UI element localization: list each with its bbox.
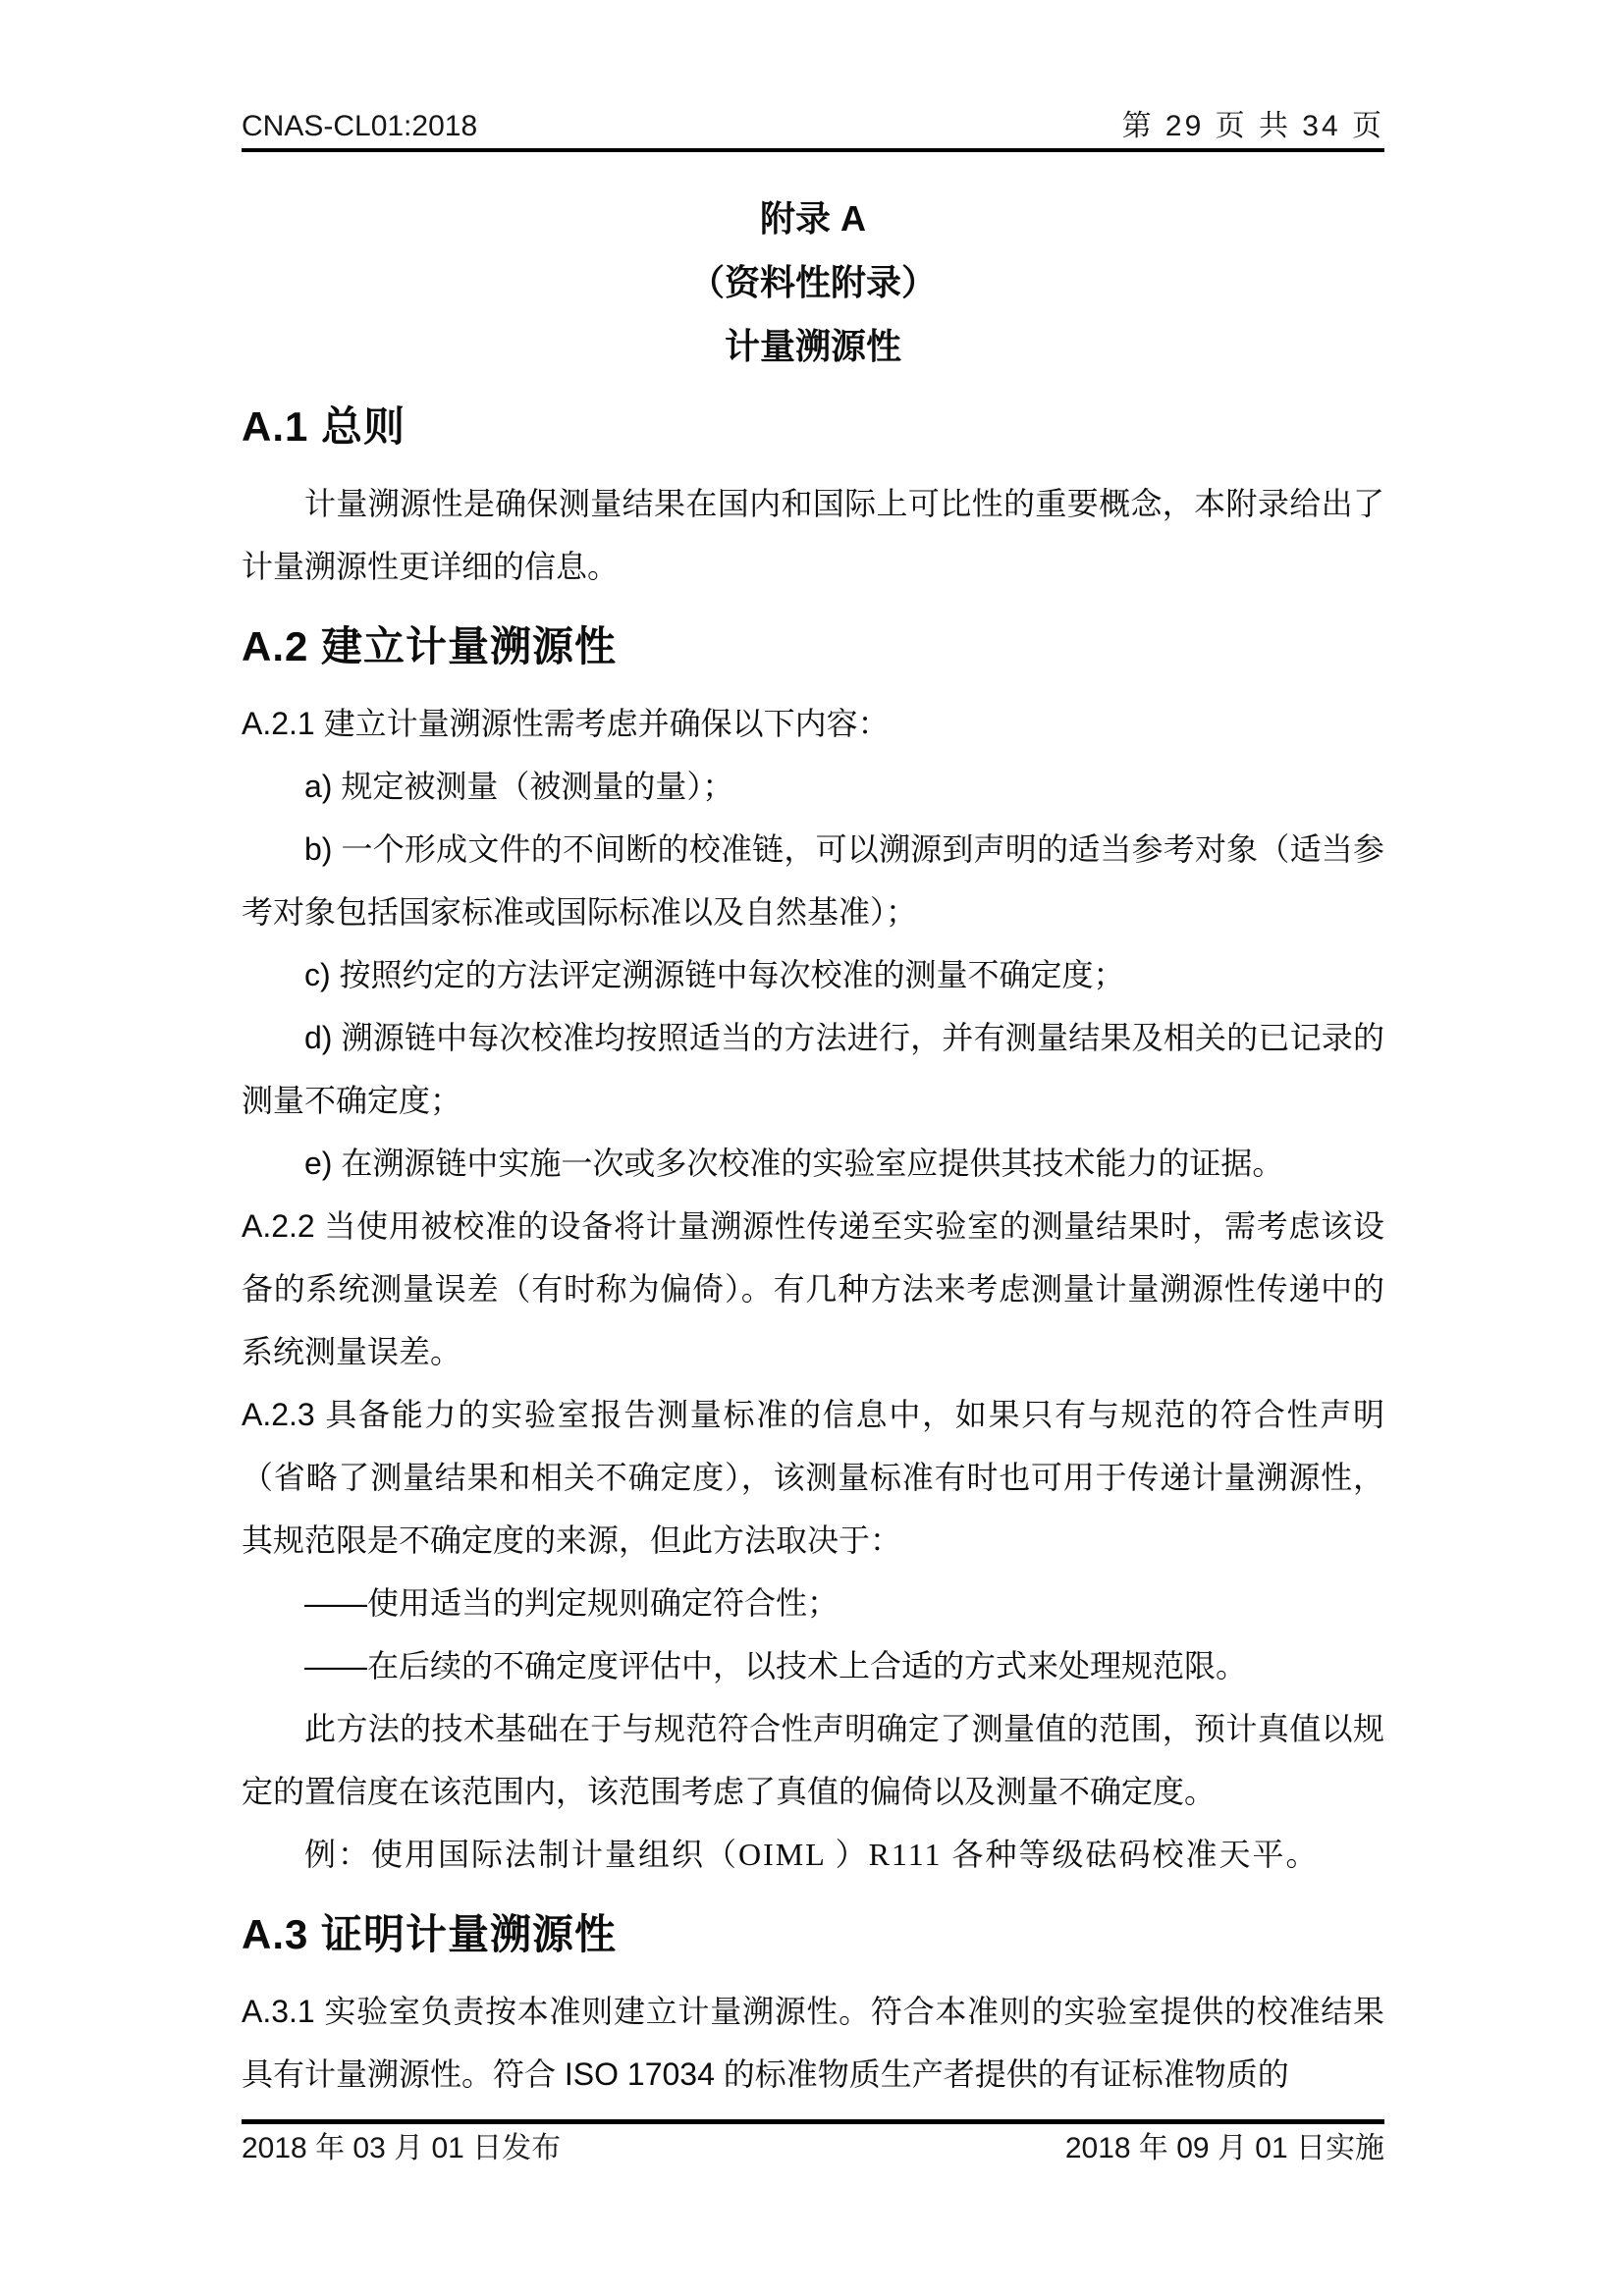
appendix-label: 附录 A bbox=[759, 198, 866, 239]
condition-dash-2: ——在后续的不确定度评估中，以技术上合适的方式来处理规范限。 bbox=[304, 1648, 1248, 1683]
clause-a21-intro: A.2.1 建立计量溯源性需考虑并确保以下内容： bbox=[242, 706, 890, 741]
header-divider bbox=[242, 148, 1384, 152]
list-item-a: a) 规定被测量（被测量的量）； bbox=[304, 769, 734, 804]
list-item-d: d) 溯源链中每次校准均按照适当的方法进行，并有测量结果及相关的已记录的测量不确定度； bbox=[242, 1020, 1384, 1118]
section-a1-paragraph: 计量溯源性是确保测量结果在国内和国际上可比性的重要概念，本附录给出了计量溯源性更详细的信息。 bbox=[242, 486, 1384, 584]
footer-divider bbox=[242, 2119, 1384, 2124]
clause-a31: A.3.1 实验室负责按本准则建立计量溯源性。符合本准则的实验室提供的校准结果具有计量溯源性。符合 ISO 17034 的标准物质生产者提供的有证标准物质的 bbox=[242, 1994, 1384, 2092]
page-header bbox=[242, 110, 1384, 143]
section-a2-heading: A.2 建立计量溯源性 bbox=[242, 623, 618, 669]
list-item-b: b) 一个形成文件的不间断的校准链，可以溯源到声明的适当参考对象（适当参考对象包括国家标准或国际标准以及自然基准）； bbox=[242, 831, 1384, 930]
header-doc-number: CNAS-CL01:2018 bbox=[242, 110, 478, 142]
page-footer bbox=[242, 2132, 1384, 2165]
clause-a23: A.2.3 具备能力的实验室报告测量标准的信息中，如果只有与规范的符合性声明（省略了测量结果和相关不确定度），该测量标准有时也可用于传递计量溯源性，其规范限是不确定度的来源，但此方法取决于： bbox=[242, 1397, 1384, 1558]
section-a3-heading: A.3 证明计量溯源性 bbox=[242, 1911, 618, 1957]
footer-release-date: 2018 年 03 月 01 日发布 bbox=[242, 2132, 562, 2164]
footer-implement-date: 2018 年 09 月 01 日实施 bbox=[1064, 2132, 1384, 2164]
appendix-title: 计量溯源性 bbox=[724, 326, 901, 366]
condition-dash-1: ——使用适当的判定规则确定符合性； bbox=[304, 1585, 839, 1621]
document-body bbox=[242, 187, 1384, 2106]
method-basis-paragraph: 此方法的技术基础在于与规范符合性声明确定了测量值的范围，预计真值以规定的置信度在该范围内，该范围考虑了真值的偏倚以及测量不确定度。 bbox=[242, 1711, 1384, 1809]
list-item-e: e) 在溯源链中实施一次或多次校准的实验室应提供其技术能力的证据。 bbox=[304, 1146, 1284, 1181]
header-page-info: 第 29 页 共 34 页 bbox=[1121, 110, 1384, 142]
section-a1-heading: A.1 总则 bbox=[242, 403, 406, 450]
appendix-type: （资料性附录） bbox=[688, 262, 937, 302]
clause-a22: A.2.2 当使用被校准的设备将计量溯源性传递至实验室的测量结果时，需考虑该设备的系统测量误差（有时称为偏倚）。有几种方法来考虑测量计量溯源性传递中的系统测量误差。 bbox=[242, 1208, 1384, 1369]
example-note: 例：使用国际法制计量组织（OIML ）R111 各种等级砝码校准天平。 bbox=[304, 1837, 1320, 1872]
list-item-c: c) 按照约定的方法评定溯源链中每次校准的测量不确定度； bbox=[304, 957, 1125, 992]
